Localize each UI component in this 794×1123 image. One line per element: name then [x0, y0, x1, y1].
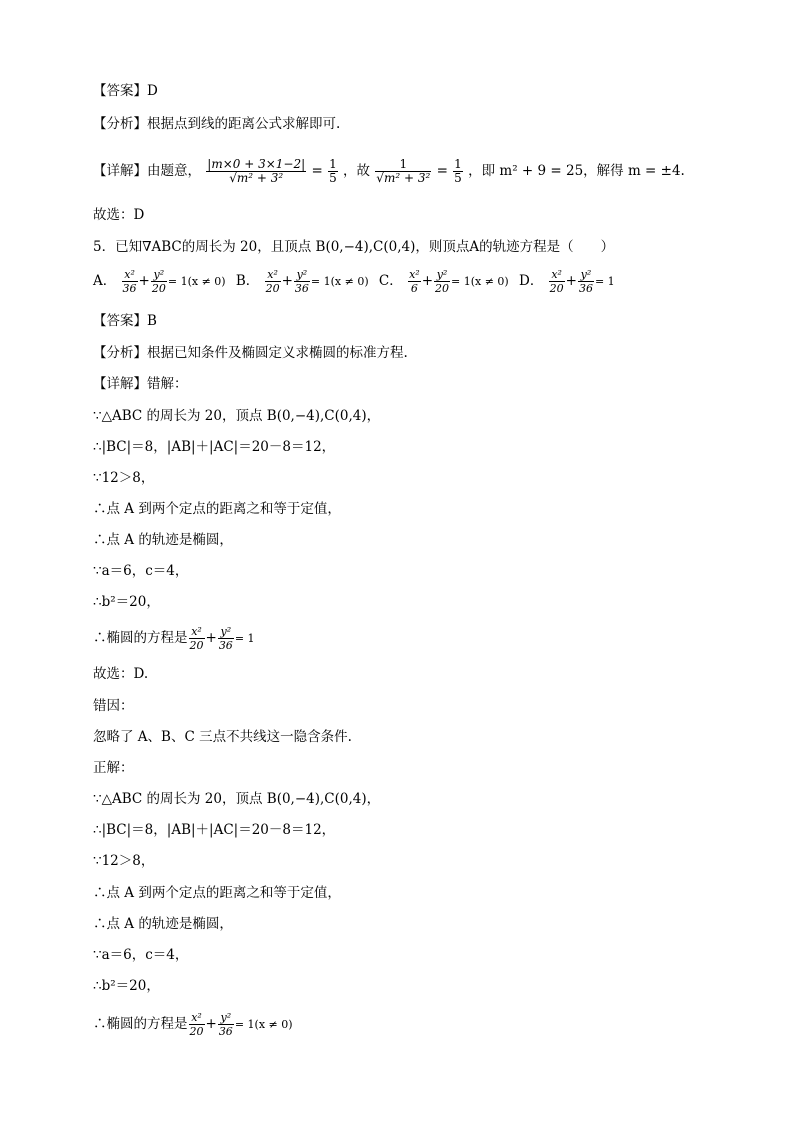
frac-numerator: y²	[218, 625, 234, 639]
option-fraction-y	[294, 268, 310, 295]
option-tail: = 1	[594, 275, 615, 288]
wrong-line-2: ∴|BC|＝8，|AB|＋|AC|＝20－8＝12，	[93, 439, 336, 455]
correct-eq-fraction-x	[189, 1011, 205, 1038]
q4-r2-denominator: 5	[454, 171, 462, 185]
answer-label: 【答案】	[93, 313, 147, 329]
answer-label: 【答案】	[93, 83, 147, 99]
correct-eq-tail: = 1(x ≠ 0)	[234, 1018, 293, 1031]
correct-line-2: ∴|BC|＝8，|AB|＋|AC|＝20－8＝12，	[93, 822, 336, 838]
q5-option-c: C． $\frac{\text{x²}}{6}$ + $\frac{\text{y²}}{20}$ = 1(x ≠ 0)	[378, 268, 509, 295]
frac-denominator: 20	[151, 282, 166, 295]
q5-option-b: B． $\frac{\text{x²}}{20}$ + $\frac{\text{y²}}{36}$ = 1(x ≠ 0)	[235, 268, 369, 295]
option-label: B．	[235, 273, 260, 289]
frac-numerator: x²	[265, 268, 281, 282]
q4-eq1: =	[311, 163, 323, 179]
frac-denominator: 20	[549, 282, 564, 295]
frac-numerator: x²	[189, 625, 205, 639]
option-tail: = 1(x ≠ 0)	[451, 275, 509, 288]
option-fraction-y	[151, 268, 167, 295]
analysis-label: 【分析】	[93, 345, 147, 361]
q4-fraction-r1	[328, 158, 338, 185]
cause-head: 错因：	[93, 698, 134, 714]
q5-analysis: 根据已知条件及椭圆定义求椭圆的标准方程.	[147, 345, 408, 361]
analysis-label: 【分析】	[93, 116, 147, 132]
wrong-line-5: ∴点 A 的轨迹是椭圆，	[93, 532, 233, 548]
frac-numerator: y²	[294, 268, 310, 282]
q4-eq2: =	[436, 163, 448, 179]
q4-answer-line	[93, 81, 158, 101]
frac-numerator: y²	[151, 268, 167, 282]
q5-option-d: D． $\frac{\text{x²}}{20}$ + $\frac{\text{y²}}{36}$ = 1	[519, 268, 615, 295]
option-tail: = 1(x ≠ 0)	[167, 275, 226, 288]
frac-denominator: 36	[578, 282, 593, 295]
frac-numerator: y²	[578, 268, 594, 282]
correct-eq-fraction-y	[218, 1011, 234, 1038]
q5-detail-head: 错解：	[147, 376, 188, 392]
option-fraction-x	[549, 268, 565, 295]
frac-denominator: 20	[435, 282, 449, 295]
q5-answer-line	[93, 311, 157, 331]
q5-answer: B	[147, 313, 157, 329]
wrong-line-3: ∵12＞8，	[93, 470, 155, 486]
frac-denominator: 20	[265, 282, 280, 295]
frac-numerator: x²	[122, 268, 138, 282]
q5-detail-line	[93, 374, 188, 394]
frac-denominator: 20	[189, 639, 204, 652]
q4-frac2-numerator: 1	[375, 158, 431, 172]
q4-frac2-denominator: √m² + 3²	[376, 171, 431, 185]
frac-numerator: y²	[434, 268, 450, 282]
q4-frac1-denominator: √m² + 3²	[229, 171, 284, 185]
option-label: A．	[93, 273, 117, 289]
q4-r1-numerator: 1	[329, 157, 337, 171]
frac-denominator: 6	[410, 282, 418, 295]
detail-label: 【详解】	[93, 376, 147, 392]
detail-label: 【详解】	[93, 163, 147, 179]
q4-analysis-line	[93, 114, 340, 134]
q5-question: 5．已知∇ABC的周长为 20，且顶点 B(0,−4),C(0,4)，则顶点A的轨迹方程是（ ）	[93, 239, 615, 255]
frac-numerator: x²	[409, 268, 420, 281]
option-fraction-x	[265, 268, 281, 295]
q5-option-a: A． $\frac{\text{x²}}{36}$ + $\frac{\text{y²}}{20}$ = 1(x ≠ 0)	[93, 268, 226, 295]
option-label: C．	[378, 273, 403, 289]
wrong-eq-fraction-x	[189, 625, 205, 652]
wrong-eq-fraction-y	[218, 625, 234, 652]
correct-head: 正解：	[93, 760, 134, 776]
q4-answer: D	[147, 83, 158, 99]
correct-line-7: ∴b²＝20，	[93, 978, 160, 994]
q5-options	[93, 268, 615, 295]
correct-equation-line: ∴椭圆的方程是 $\frac{\text{x²}}{20}$ + $\frac{\text{y²}}{36}$ = 1(x ≠ 0)	[93, 1011, 293, 1038]
q4-fraction-1	[206, 158, 306, 185]
wrong-eq-prefix: ∴椭圆的方程是	[93, 630, 188, 646]
q4-conclusion: 故选：D	[93, 207, 145, 223]
frac-denominator: 20	[189, 1025, 204, 1038]
q4-r1-denominator: 5	[329, 171, 337, 185]
correct-line-4: ∴点 A 到两个定点的距离之和等于定值，	[93, 885, 341, 901]
frac-denominator: 36	[294, 282, 309, 295]
cause-text: 忽略了 A、B、C 三点不共线这一隐含条件.	[93, 729, 352, 745]
wrong-equation-line: ∴椭圆的方程是 $\frac{\text{x²}}{20}$ + $\frac{\text{y²}}{36}$ = 1	[93, 625, 255, 652]
option-fraction-x	[122, 268, 138, 295]
wrong-line-7: ∴b²＝20，	[93, 594, 160, 610]
option-fraction-y	[434, 268, 450, 295]
wrong-line-1: ∵△ABC 的周长为 20，顶点 B(0,−4),C(0,4)，	[93, 408, 381, 424]
wrong-conclusion: 故选：D.	[93, 666, 149, 682]
frac-denominator: 36	[122, 282, 137, 295]
correct-line-1: ∵△ABC 的周长为 20，顶点 B(0,−4),C(0,4)，	[93, 791, 381, 807]
q4-analysis: 根据点到线的距离公式求解即可.	[147, 116, 341, 132]
option-tail: = 1(x ≠ 0)	[310, 275, 369, 288]
q4-frac1-numerator: |m×0 + 3×1−2|	[207, 157, 306, 171]
frac-numerator: x²	[189, 1011, 205, 1025]
q4-fraction-2	[375, 158, 431, 185]
correct-line-3: ∵12＞8，	[93, 853, 155, 869]
wrong-line-6: ∵a＝6，c＝4，	[93, 563, 189, 579]
correct-line-6: ∵a＝6，c＝4，	[93, 947, 189, 963]
q4-r2-numerator: 1	[454, 157, 462, 171]
option-label: D．	[519, 273, 544, 289]
q4-detail-prefix: 由题意，	[147, 163, 201, 179]
option-fraction-y	[578, 268, 594, 295]
q5-analysis-line	[93, 343, 408, 363]
frac-numerator: x²	[549, 268, 565, 282]
q4-mid: ，故	[343, 163, 370, 179]
frac-denominator: 36	[218, 1025, 233, 1038]
correct-eq-prefix: ∴椭圆的方程是	[93, 1016, 188, 1032]
correct-line-5: ∴点 A 的轨迹是椭圆，	[93, 916, 233, 932]
wrong-line-4: ∴点 A 到两个定点的距离之和等于定值，	[93, 501, 341, 517]
wrong-eq-tail: = 1	[234, 632, 255, 645]
q4-result: ，即 m² + 9 = 25，解得 m = ±4.	[468, 163, 685, 179]
q4-detail-line	[93, 158, 685, 185]
frac-denominator: 36	[218, 639, 233, 652]
frac-numerator: y²	[218, 1011, 234, 1025]
q4-fraction-r2	[453, 158, 463, 185]
option-fraction-x	[408, 268, 421, 295]
